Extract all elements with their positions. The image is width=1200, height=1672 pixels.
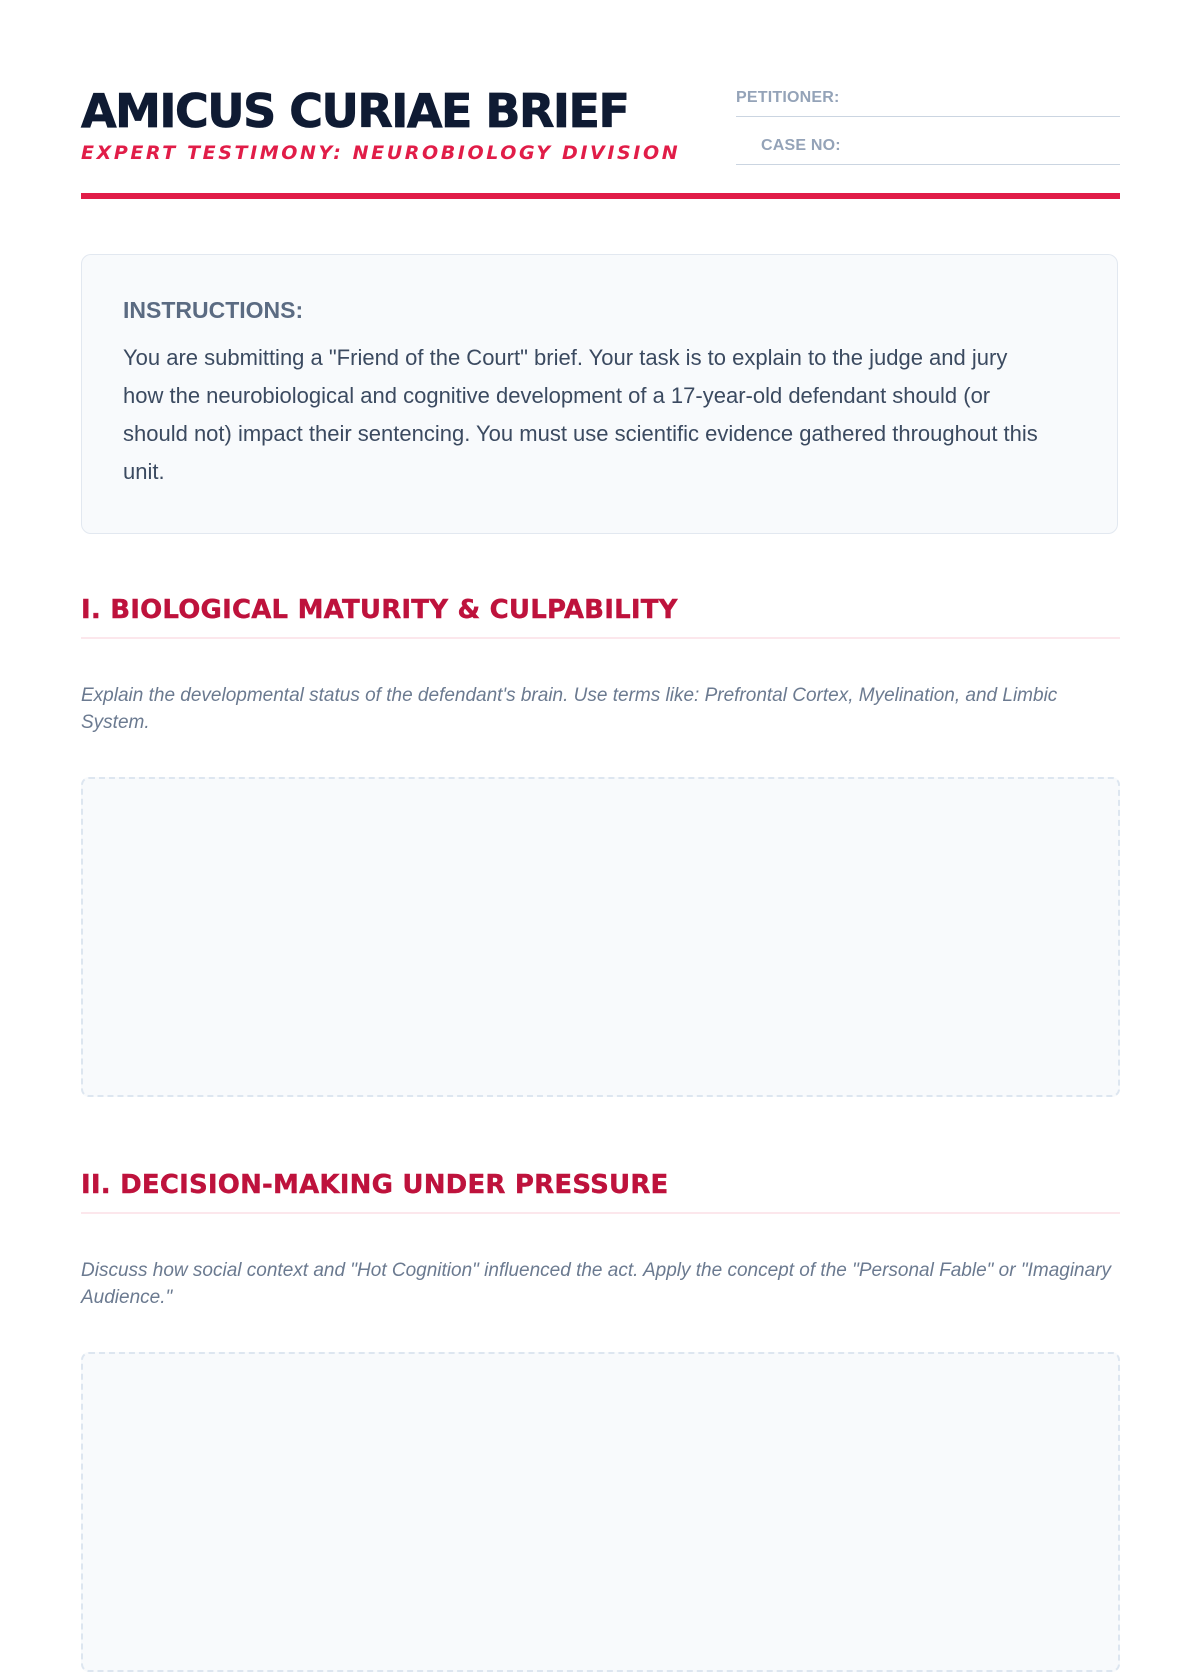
document-subtitle: EXPERT TESTIMONY: NEUROBIOLOGY DIVISION (81, 142, 681, 164)
section-divider (81, 637, 1120, 639)
section-decision-making (81, 1167, 1120, 1308)
petitioner-field[interactable] (736, 84, 1120, 117)
section-prompt: Discuss how social context and "Hot Cognition" influenced the act. Apply the concept of the "Personal Fable" or "Imaginary Audience." (81, 1260, 1112, 1308)
answer-box-biological-maturity[interactable] (81, 777, 1120, 1097)
case-number-field[interactable] (736, 132, 1120, 165)
section-divider (81, 1212, 1120, 1214)
case-number-label: CASE NO: (761, 137, 841, 154)
section-heading: II. DECISION-MAKING UNDER PRESSURE (81, 1170, 669, 1200)
worksheet-page (81, 0, 1120, 1308)
document-header (81, 0, 1120, 200)
answer-box-decision-making[interactable] (81, 1352, 1120, 1672)
instructions-heading: INSTRUCTIONS: (123, 297, 304, 323)
section-biological-maturity (81, 592, 1120, 733)
section-heading: I. BIOLOGICAL MATURITY & CULPABILITY (81, 595, 678, 625)
case-info-fields (736, 84, 1120, 180)
section-prompt: Explain the developmental status of the defendant's brain. Use terms like: Prefrontal Cortex, Myelination, and Limbic System. (81, 685, 1058, 733)
instructions-body: You are submitting a "Friend of the Court" brief. Your task is to explain to the judge and jury how the neurobiological and cognitive development of a 17-year-old defendant should (or should not) impact their sentencing. You must use scientific evidence gathered throughout this unit. (123, 345, 1038, 484)
petitioner-label: PETITIONER: (736, 89, 840, 106)
instructions-panel (81, 254, 1118, 534)
document-title: AMICUS CURIAE BRIEF (81, 84, 629, 138)
header-divider (81, 193, 1120, 199)
